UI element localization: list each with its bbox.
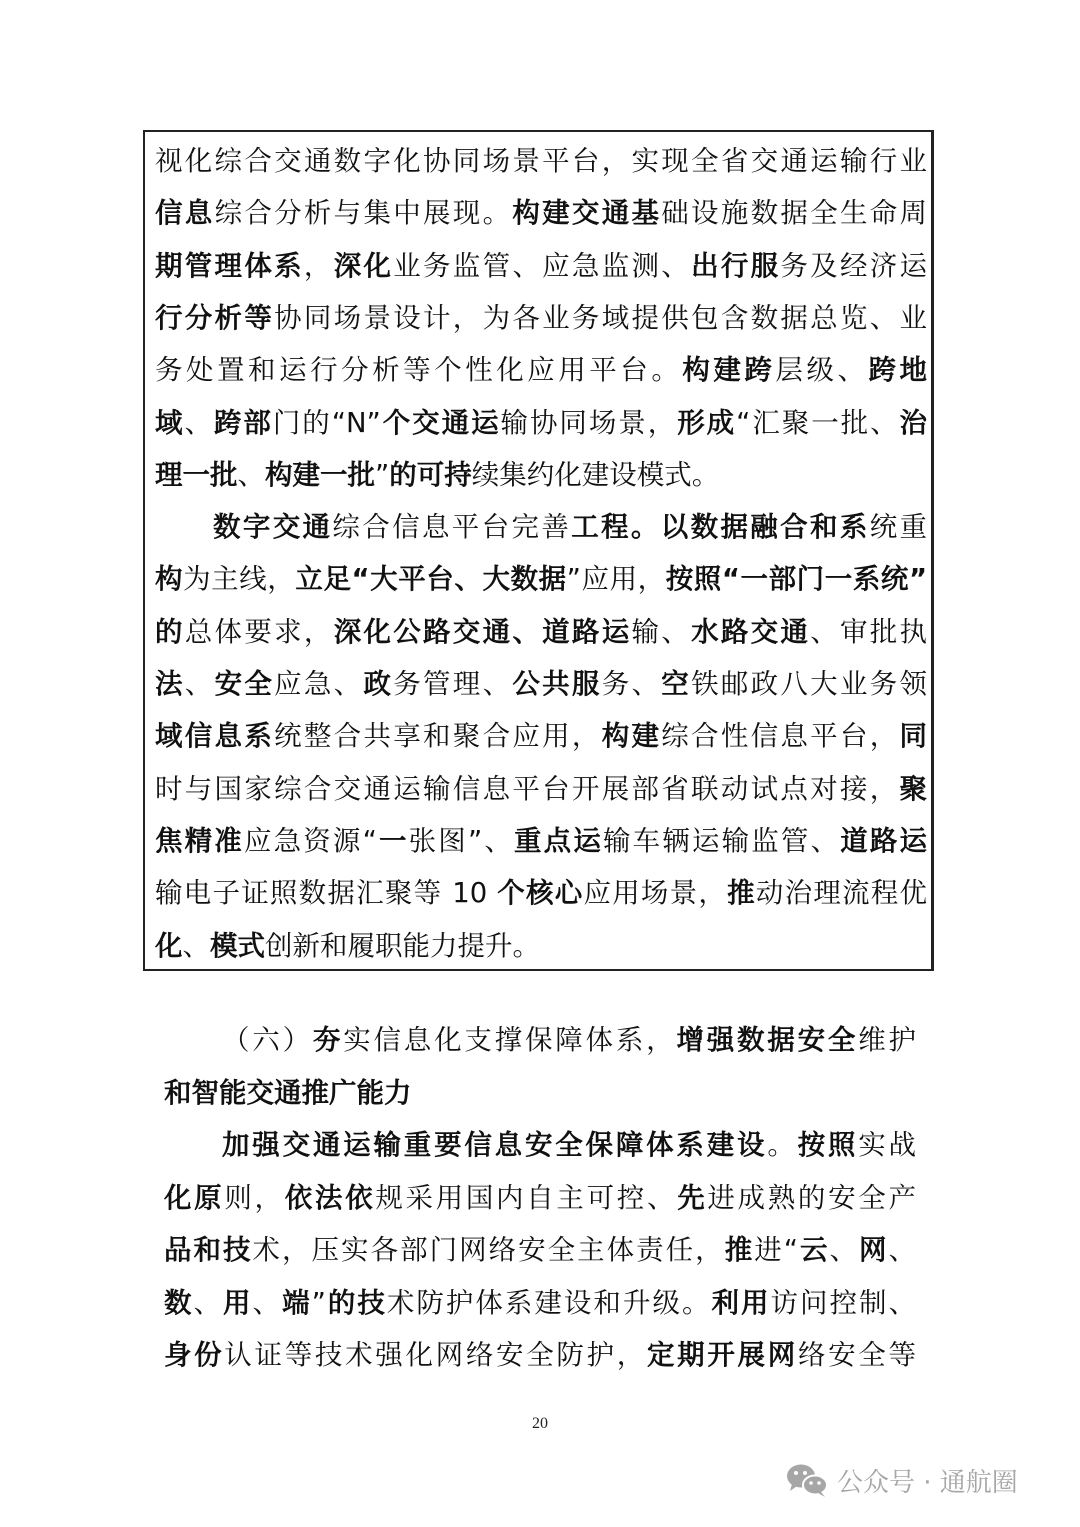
text-line <box>155 457 719 493</box>
text: 、 <box>252 1286 283 1319</box>
bold-text: 道路运 <box>840 824 928 857</box>
text: 动治理流程优 <box>755 877 928 910</box>
text: 务、 <box>601 668 662 700</box>
text: 、 <box>193 1286 224 1319</box>
text: （六） <box>222 1024 313 1056</box>
text-line <box>155 823 927 859</box>
text-line <box>155 614 927 650</box>
text: 。 <box>767 1129 798 1161</box>
bold-text: 焦精准 <box>155 824 244 857</box>
text: 输、 <box>631 615 692 648</box>
text: 、 <box>888 1234 917 1266</box>
text-line <box>222 1022 916 1058</box>
text: 为主线， <box>183 563 296 596</box>
bold-text: 重点运 <box>514 824 603 857</box>
bold-text: 个核心 <box>497 877 584 910</box>
text-line <box>155 300 927 336</box>
bold-text: 化原 <box>164 1181 225 1214</box>
text: 进成熟的安全产 <box>707 1181 916 1214</box>
text-line <box>155 352 927 388</box>
text: ”应用， <box>566 563 666 596</box>
text: 术，压实各部门网络安全主体责任， <box>252 1234 725 1266</box>
text: 则， <box>224 1181 285 1214</box>
bold-text: 立足“大平台、大数据 <box>295 563 567 596</box>
text: 、审批执 <box>810 615 928 648</box>
text-line <box>155 195 927 231</box>
text: 统重 <box>869 511 928 544</box>
text: 访问控制、 <box>770 1286 917 1319</box>
bold-text: 品和技 <box>164 1234 253 1266</box>
text: 门的“N” <box>272 406 381 439</box>
text: 时与国家综合交通运输信息平台开展部省联动试点对接， <box>155 772 900 805</box>
bold-text: 依法依 <box>284 1181 376 1214</box>
text: ” <box>375 458 390 491</box>
text: 输车辆运输监管、 <box>603 824 841 857</box>
bold-text: 推 <box>724 1234 755 1266</box>
bold-text: 的 <box>155 615 185 648</box>
text: 务处置和运行分析等个性化应用平台。 <box>155 354 683 387</box>
text-line <box>155 875 927 911</box>
bold-text: 用 <box>223 1286 253 1319</box>
bold-text: 加强交通运输重要信息安全保障体系建设 <box>222 1129 768 1161</box>
text: 实战 <box>858 1129 917 1161</box>
bold-text: 水路交通 <box>691 615 811 648</box>
text: 应急、 <box>274 668 364 700</box>
text: 续集约化建设模式。 <box>471 458 720 491</box>
bold-text: 形成 <box>677 406 737 439</box>
text: ， <box>303 249 334 282</box>
bold-text: 法 <box>155 668 185 700</box>
text: 层级、 <box>775 354 869 387</box>
text-line <box>155 718 927 754</box>
text-line <box>155 248 927 284</box>
bold-text: 按照“一部门一系统” <box>665 563 928 596</box>
bold-text: 信息 <box>155 197 215 230</box>
text: 络安全等 <box>797 1339 916 1371</box>
text-line <box>155 561 927 597</box>
text: 协同场景设计，为各业务域提供包含数据总览、业 <box>274 301 928 334</box>
text: 、 <box>237 458 265 491</box>
bold-text: 化 <box>155 929 183 962</box>
text: 、 <box>182 929 210 962</box>
text: 统整合共享和聚合应用， <box>274 720 602 753</box>
text-line <box>164 1232 916 1268</box>
bold-text: 域信息系 <box>155 720 275 753</box>
text-line <box>164 1075 412 1111</box>
bold-text: 跨部 <box>213 406 273 439</box>
bold-text: 增强数据安全 <box>676 1024 859 1056</box>
bold-text: 先 <box>677 1181 708 1214</box>
text: 铁邮政八大业务领 <box>691 668 928 700</box>
text: 创新和履职能力提升。 <box>265 929 540 962</box>
bold-text: 深化 <box>333 249 394 282</box>
text: 实信息化支撑保障体系， <box>343 1024 677 1056</box>
bold-text: 利用 <box>711 1286 771 1319</box>
text: 进“ <box>754 1234 798 1266</box>
bold-text: 治 <box>899 406 928 439</box>
bold-text: 端 <box>282 1286 312 1319</box>
text: 维护 <box>858 1024 917 1056</box>
text: 、 <box>184 406 214 439</box>
bold-text: 构建一批 <box>265 458 375 491</box>
bold-text: 工程。以数据融合和系 <box>571 511 870 544</box>
watermark-text: 公众号 · 通航圈 <box>837 1467 1018 1498</box>
text: 输电子证照数据汇聚等 10 <box>155 877 498 910</box>
text: 术防护体系建设和升级。 <box>386 1286 712 1319</box>
bold-text: 定期开展网 <box>647 1339 798 1371</box>
bold-text: 云 <box>797 1234 830 1266</box>
text: 应用场景， <box>583 877 728 910</box>
bold-text: 数字交通 <box>213 511 333 544</box>
bold-text: 构 <box>155 563 184 596</box>
text: ” <box>311 1286 326 1319</box>
bold-text: 构建 <box>601 720 662 753</box>
bold-text: 深化公路交通、道路运 <box>333 615 632 648</box>
text: 务及经济运 <box>780 249 928 282</box>
text: 视化综合交通数字化协同场景平台，实现全省交通运输行业 <box>155 145 927 177</box>
bold-text: 期管理体系 <box>155 249 304 282</box>
bold-text: 公共服 <box>512 668 602 700</box>
text-line <box>155 928 540 964</box>
bold-text: 网 <box>859 1234 889 1266</box>
bold-text: 跨地 <box>868 354 928 387</box>
text: 张图”、 <box>408 824 515 857</box>
text: 输协同场景， <box>500 406 678 439</box>
text: 、 <box>184 668 215 700</box>
bold-text: 出行服 <box>691 249 781 282</box>
wechat-icon <box>785 1462 829 1498</box>
text: 业务监管、应急监测、 <box>393 249 692 282</box>
text: 应急资源“ <box>243 824 377 857</box>
text: 综合性信息平台， <box>661 720 900 753</box>
text-line <box>213 509 927 545</box>
bold-text: 的可持 <box>389 458 472 491</box>
bold-text: 域 <box>155 406 185 439</box>
text-line <box>164 1337 916 1373</box>
bold-text: 空 <box>661 668 692 700</box>
text: 础设施数据全生命周 <box>661 197 928 230</box>
bold-text: 模式 <box>210 929 265 962</box>
text: 综合分析与集中展现。 <box>214 197 513 230</box>
bold-text: 行分析等 <box>155 301 275 334</box>
text: 务管理、 <box>393 668 513 700</box>
bold-text: 安全 <box>214 668 275 700</box>
text: 、 <box>829 1234 860 1266</box>
bold-text: 构建跨 <box>682 354 776 387</box>
bold-text: 按照 <box>797 1129 859 1161</box>
text-line <box>155 771 927 807</box>
bold-text: 一 <box>376 824 409 857</box>
text: 规采用国内自主可控、 <box>375 1181 678 1214</box>
page-number: 20 <box>532 1415 548 1432</box>
text-line <box>164 1180 916 1216</box>
bold-text: 构建交通基 <box>512 197 662 230</box>
text-line <box>164 1285 916 1321</box>
bold-text: 政 <box>363 668 394 700</box>
bold-text: 聚 <box>899 772 927 805</box>
watermark <box>785 1460 1018 1500</box>
bold-text: 夯 <box>312 1024 344 1056</box>
text-line <box>155 143 927 179</box>
bold-text: 理一批 <box>155 458 238 491</box>
bold-text: 数 <box>164 1286 194 1319</box>
text-line <box>155 666 927 702</box>
text-line <box>155 405 927 441</box>
text: 综合信息平台完善 <box>332 511 572 544</box>
text-line <box>222 1127 916 1163</box>
bold-text: 个交通运 <box>380 406 501 439</box>
bold-text: 的技 <box>325 1286 387 1319</box>
text: 总体要求， <box>184 615 334 648</box>
text: “汇聚一批、 <box>736 406 900 439</box>
bold-text: 身份 <box>164 1339 225 1371</box>
bold-text: 同 <box>899 720 928 753</box>
bold-text: 和智能交通推广能力 <box>164 1076 412 1109</box>
bold-text: 推 <box>727 877 756 910</box>
text: 认证等技术强化网络安全防护， <box>224 1339 647 1371</box>
